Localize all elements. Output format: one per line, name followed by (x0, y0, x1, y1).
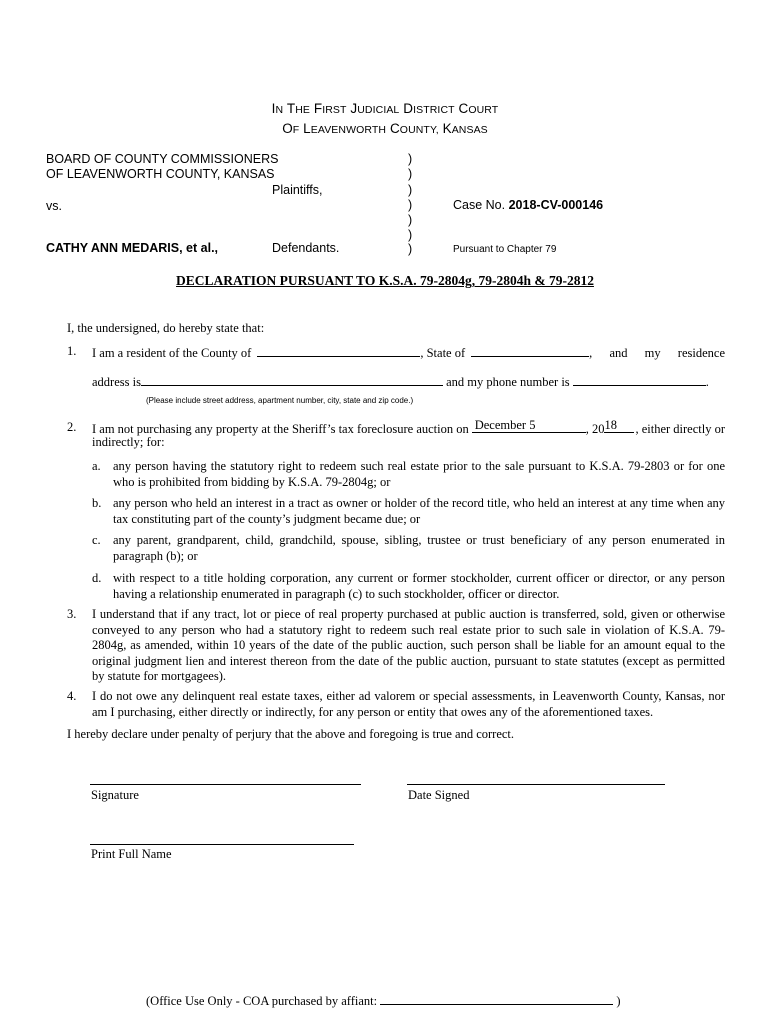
item4-number: 4. (67, 689, 77, 703)
case-number-line (453, 198, 603, 212)
date-signed-line[interactable] (407, 784, 665, 785)
caption-paren-3: ) (408, 183, 413, 197)
item2-sub-d-letter: d. (92, 571, 102, 585)
item1-text-state: , State of (420, 346, 466, 360)
item2-sub-b-letter: b. (92, 496, 102, 510)
caption-paren-7: ) (408, 242, 413, 256)
item2-text-year: , 20 (585, 422, 605, 436)
court-county: OF LEAVENWORTH COUNTY, KANSAS (282, 121, 488, 136)
item3-number: 3. (67, 607, 77, 621)
office-use-label: (Office Use Only - COA purchased by affiant: (146, 994, 378, 1008)
defendant-name: CATHY ANN MEDARIS, et al., (46, 241, 219, 255)
signature-label: Signature (91, 788, 139, 802)
defendants-label: Defendants. (272, 241, 340, 255)
office-use-close: ) (616, 994, 621, 1008)
pursuant-chapter: Pursuant to Chapter 79 (453, 244, 557, 255)
item1-text-period: . (705, 375, 709, 389)
item2-sub-b-text: any person who held an interest in a tract as owner or holder of the record title, who held an interest at any time when any tax constituting part of the county’s judgment became due; or (113, 496, 725, 526)
caption-paren-1: ) (408, 152, 413, 166)
court-heading-line1 (0, 101, 770, 116)
plaintiff-line1: BOARD OF COUNTY COMMISSIONERS (46, 152, 279, 166)
item1-number: 1. (67, 344, 77, 358)
intro-text: I, the undersigned, do hereby state that: (67, 321, 265, 335)
signature-line[interactable] (90, 784, 361, 785)
item4-text: I do not owe any delinquent real estate taxes, either ad valorem or special assessments, in Leavenworth County, Kansas, nor am I purchasing, either directly or indirectly, for any person or entity that owes any of the aforementioned taxes. (92, 689, 725, 719)
item2-line2: indirectly; for: (92, 435, 165, 449)
case-number: 2018-CV-000146 (508, 198, 604, 212)
item1-text-phone: and my phone number is (446, 375, 570, 389)
item2-sub-a-text: any person having the statutory right to redeem such real estate prior to the sale pursuant to K.S.A. 79-2803 or for one who is prohibited from bidding by K.S.A. 79-2804g; or (113, 459, 725, 489)
item2-sub-d-text: with respect to a title holding corporation, any current or former stockholder, current officer or director, or any person having a relationship enumerated in paragraph (c) to such stockholder, officer or director. (113, 571, 725, 601)
item3-text: I understand that if any tract, lot or piece of real property purchased at public auction is transferred, sold, given or otherwise conveyed to any person who had a statutory right to redeem such real estate prior to such sale in violation of K.S.A. 79-2804g, as amended, within 10 years of the date of the public auction, such person shall be liable for an amount equal to the original judgment lien and interest thereon from the date of the public auction, pursuant to state statutes (except as permitted by statute for mortgagees). (92, 607, 725, 683)
auction-date-value: December 5 (474, 418, 536, 432)
item2-sub-a-letter: a. (92, 459, 101, 473)
county-field[interactable] (257, 344, 420, 357)
caption-paren-6: ) (408, 228, 413, 242)
plaintiffs-label: Plaintiffs, (272, 183, 323, 197)
print-name-line[interactable] (90, 844, 354, 845)
item1-text-county: I am a resident of the County of (92, 346, 252, 360)
item2-text-directly: , either directly or (635, 422, 725, 436)
item2-number: 2. (67, 420, 77, 434)
item2-line1 (92, 420, 725, 438)
address-note: (Please include street address, apartment number, city, state and zip code.) (146, 396, 414, 405)
versus-label: vs. (46, 199, 62, 213)
item1-line1 (92, 344, 725, 362)
plaintiff-line2: OF LEAVENWORTH COUNTY, KANSAS (46, 167, 275, 181)
court-name: IN THE FIRST JUDICIAL DISTRICT COURT (271, 101, 499, 116)
item2-sub-c-letter: c. (92, 533, 101, 547)
address-field[interactable] (141, 373, 443, 386)
item1-text-address: address is (92, 375, 141, 389)
auction-year-value: 18 (604, 418, 617, 432)
print-name-label: Print Full Name (91, 847, 172, 861)
item1-text-residence: , and my residence (589, 346, 725, 360)
date-signed-label: Date Signed (408, 788, 470, 802)
auction-date-field[interactable] (472, 420, 586, 433)
caption-paren-2: ) (408, 167, 413, 181)
coa-field[interactable] (380, 992, 613, 1005)
caption-paren-4: ) (408, 198, 413, 212)
declaration-title: DECLARATION PURSUANT TO K.S.A. 79-2804g, 79-2804h & 79-2812 (176, 273, 594, 288)
item1-line2 (92, 373, 709, 391)
item2-sub-c-text: any parent, grandparent, child, grandchild, spouse, sibling, trustee or trust beneficiary of any person enumerated in paragraph (b); or (113, 533, 725, 563)
case-number-label: Case No. (453, 198, 506, 212)
phone-field[interactable] (573, 373, 706, 386)
caption-paren-5: ) (408, 213, 413, 227)
auction-year-field[interactable] (604, 420, 634, 433)
perjury-declaration: I hereby declare under penalty of perjury that the above and foregoing is true and correct. (67, 727, 515, 741)
state-field[interactable] (471, 344, 589, 357)
court-heading-line2 (0, 121, 770, 136)
office-use-line (146, 992, 621, 1010)
item2-text-auction: I am not purchasing any property at the Sheriff’s tax foreclosure auction on (92, 422, 469, 436)
